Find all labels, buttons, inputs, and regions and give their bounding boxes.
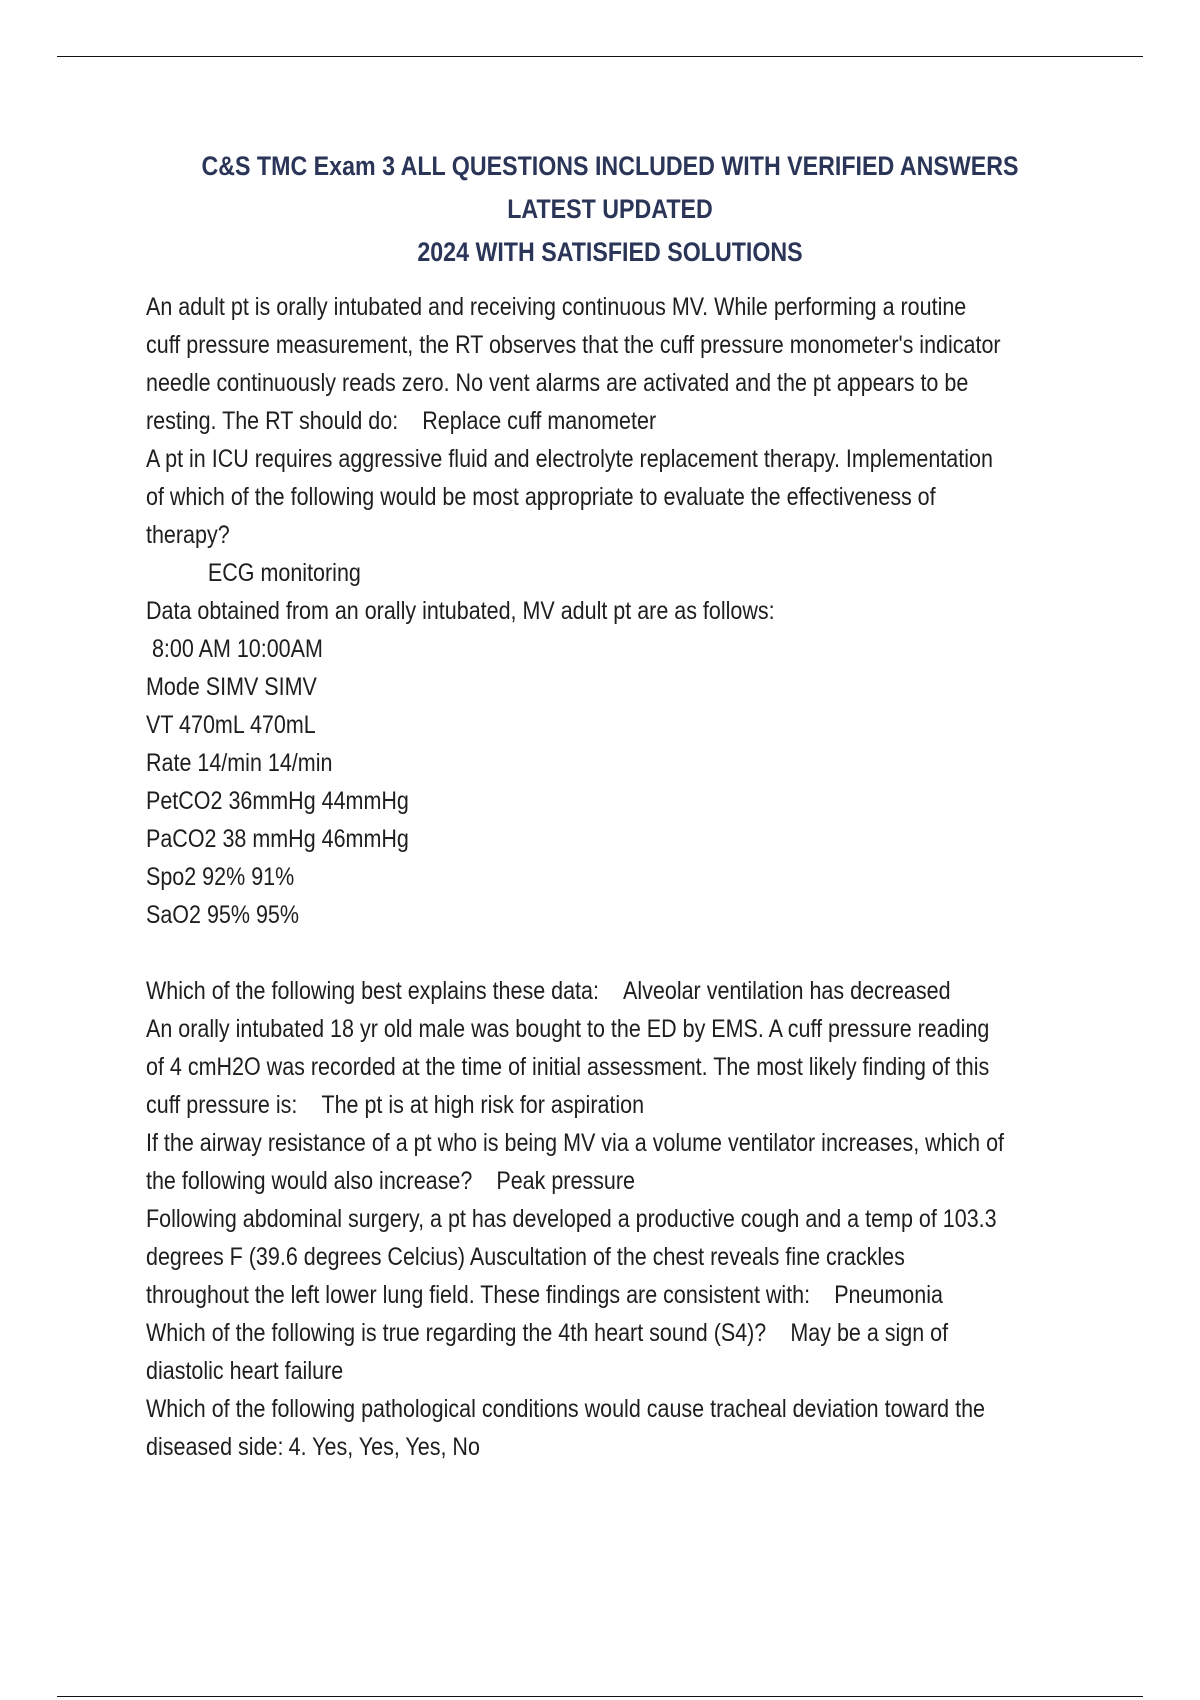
question-text: Following abdominal surgery, a pt has developed a productive cough and a temp of 103.3 degrees F (39.6 degrees Celcius) Auscultation of the chest reveals fine crackles throughout the left lower lung field. These findings are consistent with: — [146, 1205, 997, 1309]
qa-item-8 — [146, 1390, 1006, 1466]
document-title — [189, 145, 1032, 274]
data-row: PetCO2 36mmHg 44mmHg — [146, 787, 409, 815]
question-text: If the airway resistance of a pt who is being MV via a volume ventilator increases, which of the following would also increase? — [146, 1129, 1005, 1195]
qa-item-5 — [146, 1124, 1006, 1200]
answer-text: Pneumonia — [834, 1281, 943, 1309]
title-line-1: C&S TMC Exam 3 ALL QUESTIONS INCLUDED WITH VERIFIED ANSWERS LATEST UPDATED — [201, 151, 1019, 224]
question-text: An orally intubated 18 yr old male was bought to the ED by EMS. A cuff pressure reading of 4 cmH2O was recorded at the time of initial assessment. The most likely finding of this cuff pressure is: — [146, 1015, 990, 1119]
qa-item-1 — [146, 288, 1006, 440]
question-text: An adult pt is orally intubated and receiving continuous MV. While performing a routine cuff pressure measurement, the RT observes that the cuff pressure monometer's indicator needle continuously reads zero. No vent alarms are activated and the pt appears to be resting. The RT should do: — [146, 293, 1001, 435]
data-row: Rate 14/min 14/min — [146, 749, 333, 777]
qa-item-3 — [146, 972, 1006, 1010]
data-row: SaO2 95% 95% — [146, 901, 299, 929]
data-row: VT 470mL 470mL — [146, 711, 316, 739]
qa-item-6 — [146, 1200, 1006, 1314]
answer-text: Alveolar ventilation has decreased — [623, 977, 951, 1005]
document-body — [146, 288, 1006, 1466]
answer-text: The pt is at high risk for aspiration — [321, 1091, 645, 1119]
answer-line — [146, 554, 1006, 592]
data-table — [146, 630, 1006, 934]
title-line-2: 2024 WITH SATISFIED SOLUTIONS — [417, 237, 803, 267]
answer-text: Peak pressure — [496, 1167, 636, 1195]
answer-text: Replace cuff manometer — [422, 407, 657, 435]
qa-item-4 — [146, 1010, 1006, 1124]
data-row: Spo2 92% 91% — [146, 863, 295, 891]
top-divider — [57, 56, 1143, 57]
answer-text: 4. Yes, Yes, Yes, No — [288, 1433, 480, 1461]
data-row: PaCO2 38 mmHg 46mmHg — [146, 825, 409, 853]
data-row: Mode SIMV SIMV — [146, 673, 317, 701]
spacer — [146, 934, 1006, 972]
qa-item-7 — [146, 1314, 1006, 1390]
question-text: Which of the following best explains these data: — [146, 977, 599, 1005]
answer-text: May be a sign of diastolic heart failure — [146, 1319, 949, 1385]
data-row: 8:00 AM 10:00AM — [146, 635, 323, 663]
answer-text: ECG monitoring — [207, 559, 361, 587]
question-text: Which of the following pathological conditions would cause tracheal deviation toward the diseased side: — [146, 1395, 986, 1461]
question-text: Which of the following is true regarding the 4th heart sound (S4)? — [146, 1319, 767, 1347]
bottom-divider — [57, 1696, 1143, 1697]
question-text: A pt in ICU requires aggressive fluid and electrolyte replacement therapy. Implementation of which of the following would be most appropriate to evaluate the effectiveness of therapy? — [146, 445, 993, 549]
data-intro: Data obtained from an orally intubated, MV adult pt are as follows: — [146, 597, 775, 625]
qa-item-2 — [146, 440, 1006, 554]
